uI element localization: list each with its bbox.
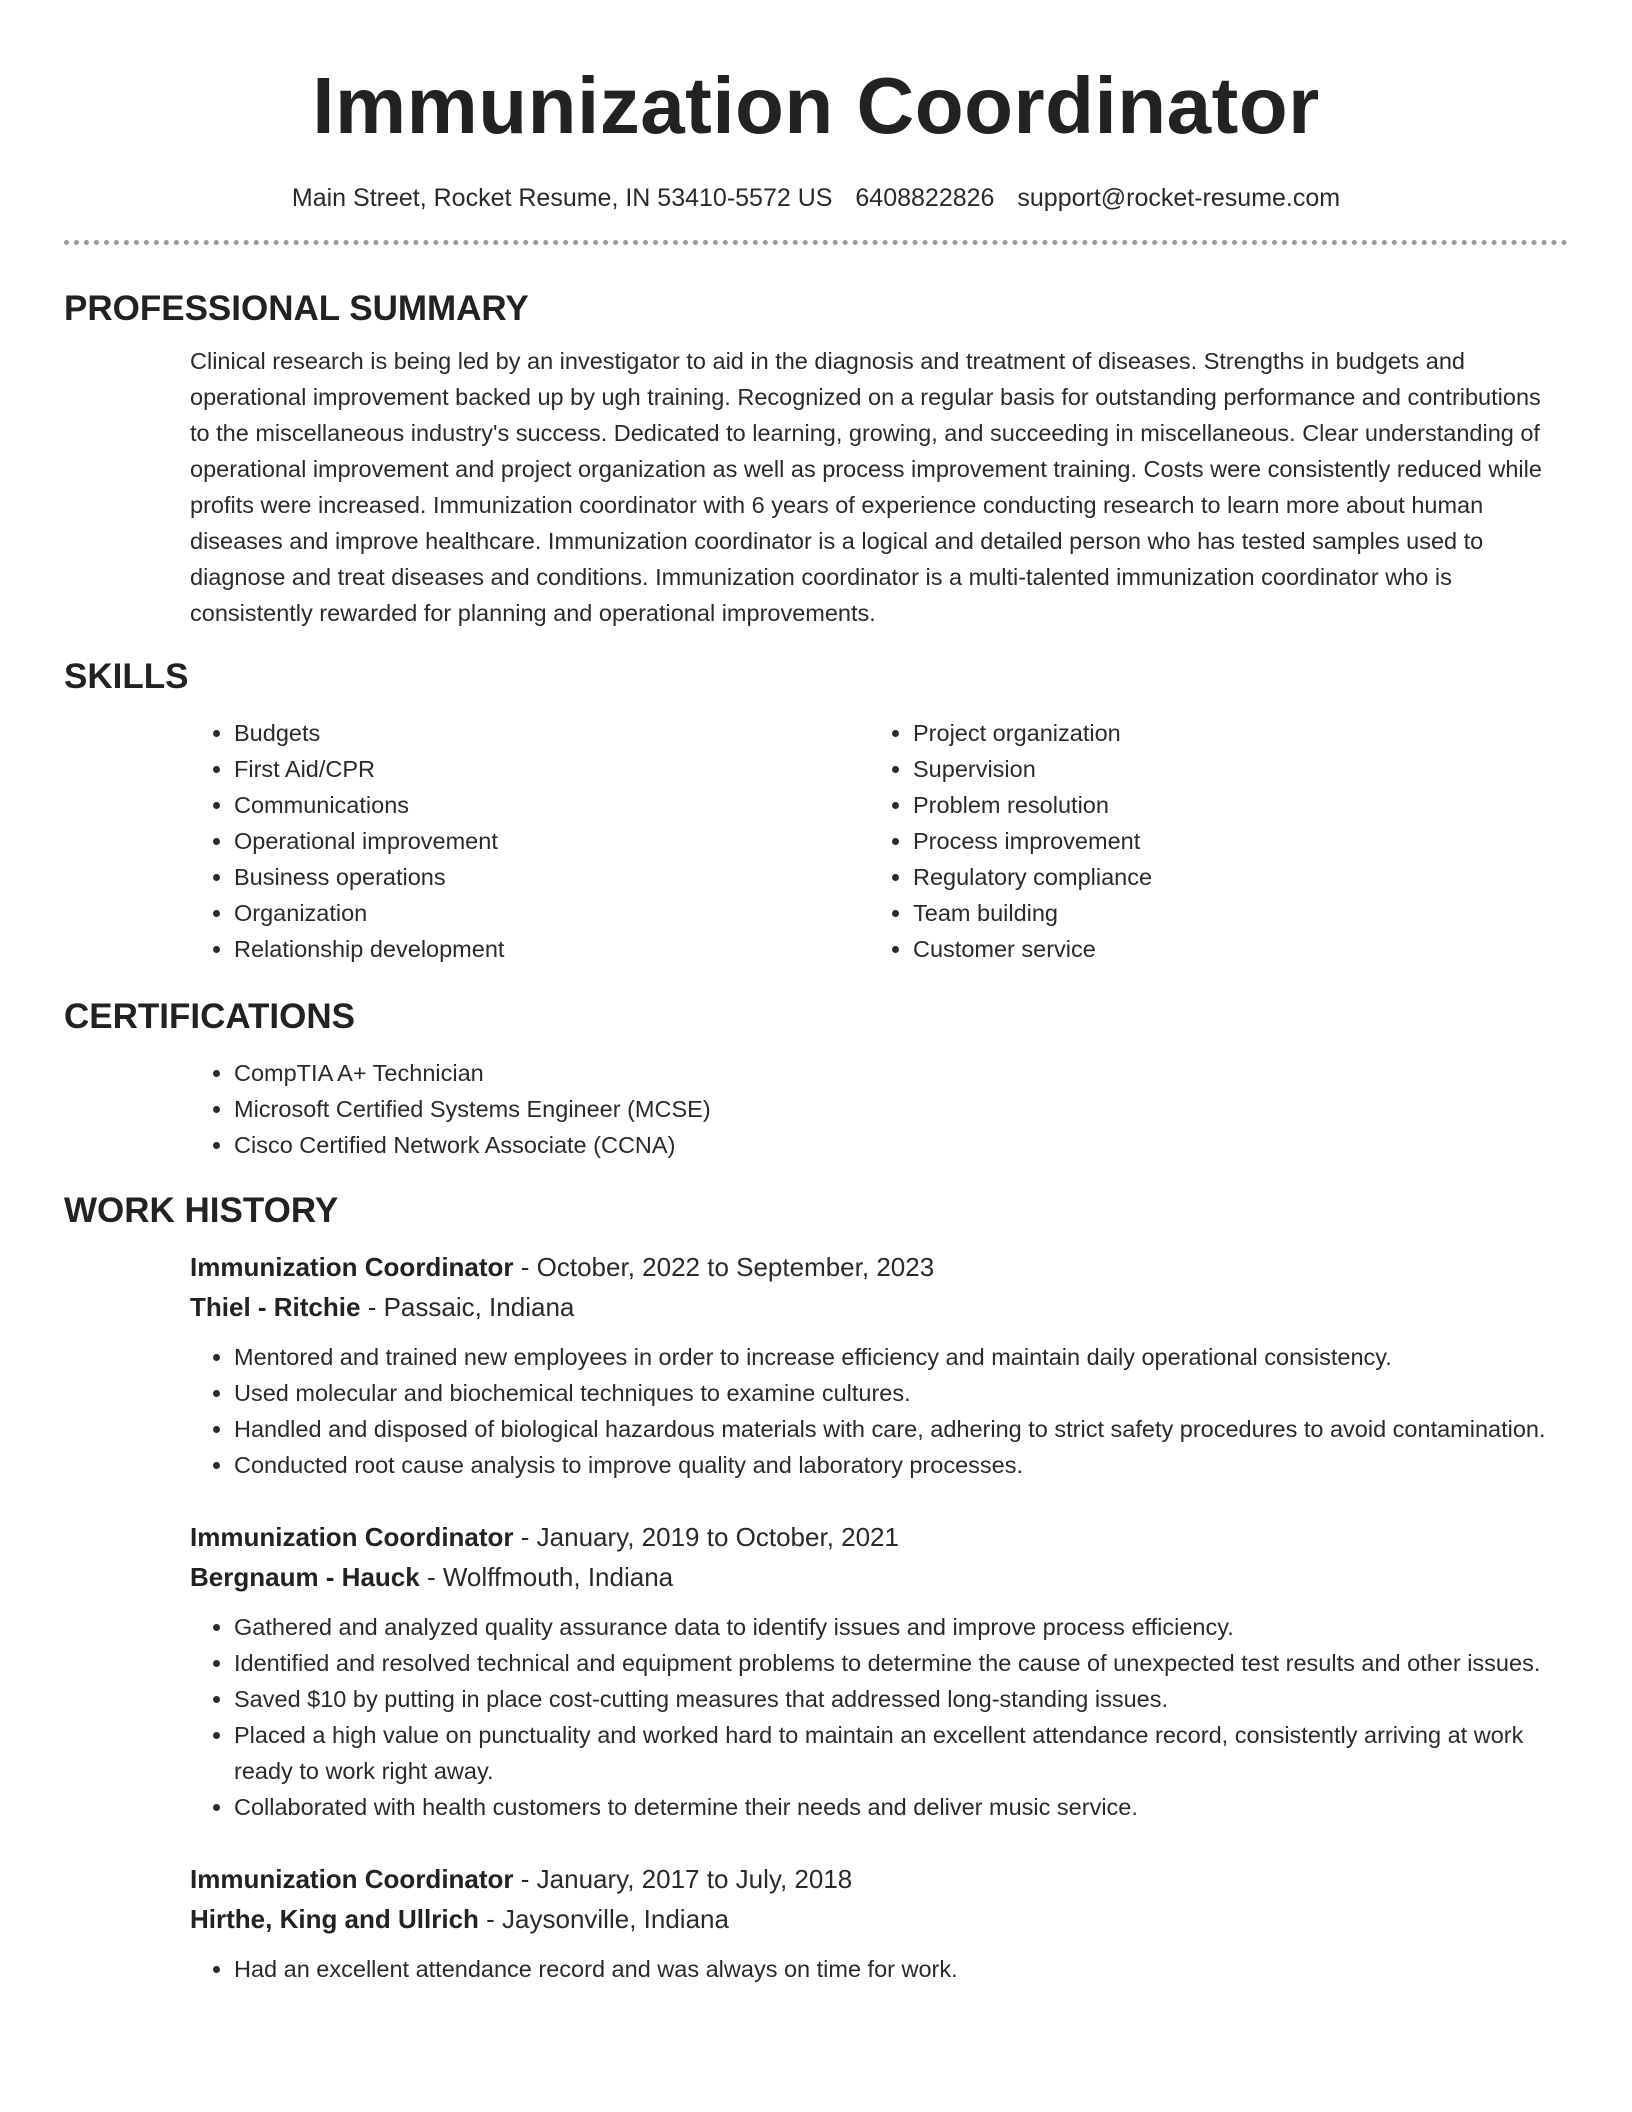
summary-section: [64, 287, 1568, 631]
certifications-list: [190, 1055, 1548, 1163]
summary-text: Clinical research is being led by an investigator to aid in the diagnosis and treatment of diseases. Strengths in budgets and operational improvement backed up by ugh training. Recognized on a regular basis for outstanding performance and contributions to the miscellaneous industry's success. Dedicated to learning, growing, and succeeding in miscellaneous. Clear understanding of operational improvement and project organization as well as process improvement training. Costs were consistently reduced while profits were increased. Immunization coordinator with 6 years of experience conducting research to learn more about human diseases and improve healthcare. Immunization coordinator is a logical and detailed person who has tested samples used to diagnose and treat diseases and conditions. Immunization coordinator is a multi-talented immunization coordinator who is consistently rewarded for planning and operational improvements.: [190, 348, 1542, 626]
job-company: Thiel - Ritchie: [190, 1292, 361, 1322]
job-role: Immunization Coordinator: [190, 1522, 514, 1552]
skill-item: • Project organization: [913, 715, 1548, 751]
job-role: Immunization Coordinator: [190, 1864, 514, 1894]
certification-item: • Cisco Certified Network Associate (CCNA): [234, 1127, 1548, 1163]
certification-item: • Microsoft Certified Systems Engineer (MCSE): [234, 1091, 1548, 1127]
skill-item: • Regulatory compliance: [913, 859, 1548, 895]
certifications-section: [64, 995, 1568, 1163]
certifications-title: CERTIFICATIONS: [64, 997, 356, 1036]
job-entry: [190, 1859, 1548, 1987]
job-company: Hirthe, King and Ullrich: [190, 1904, 479, 1934]
job-location: - Wolffmouth, Indiana: [419, 1562, 674, 1592]
job-title-line: [190, 1517, 1548, 1557]
job-duty: • Placed a high value on punctuality and worked hard to maintain an excellent attendance record, consistently arriving at work ready to work right away.: [234, 1717, 1548, 1789]
job-company-line: [190, 1557, 1548, 1597]
resume-name: Immunization Coordinator: [312, 61, 1320, 150]
skill-item: • First Aid/CPR: [234, 751, 869, 787]
job-duty: • Collaborated with health customers to determine their needs and deliver music service.: [234, 1789, 1548, 1825]
skill-item: • Team building: [913, 895, 1548, 931]
contact-line: [64, 182, 1568, 214]
certifications-body: [64, 1055, 1568, 1163]
header-divider: [64, 240, 1568, 245]
skill-item: • Process improvement: [913, 823, 1548, 859]
job-duties: [190, 1609, 1548, 1825]
job-duties: [190, 1951, 1548, 1987]
summary-title: PROFESSIONAL SUMMARY: [64, 289, 529, 328]
job-role: Immunization Coordinator: [190, 1252, 514, 1282]
skill-item: • Relationship development: [234, 931, 869, 967]
job-duty: • Handled and disposed of biological hazardous materials with care, adhering to strict safety procedures to avoid contamination.: [234, 1411, 1548, 1447]
skill-item: • Budgets: [234, 715, 869, 751]
job-entry: [190, 1517, 1548, 1825]
skill-item: • Customer service: [913, 931, 1548, 967]
job-entry: [190, 1247, 1548, 1483]
resume-page: [64, 0, 1568, 1987]
job-duty: • Conducted root cause analysis to improve quality and laboratory processes.: [234, 1447, 1548, 1483]
job-duty: • Mentored and trained new employees in order to increase efficiency and maintain daily operational consistency.: [234, 1339, 1548, 1375]
job-company-line: [190, 1899, 1548, 1939]
contact-phone: 6408822826: [855, 184, 995, 212]
job-dates: - October, 2022 to September, 2023: [513, 1252, 935, 1282]
job-duty: • Used molecular and biochemical techniques to examine cultures.: [234, 1375, 1548, 1411]
skills-grid: [64, 715, 1568, 967]
job-company: Bergnaum - Hauck: [190, 1562, 420, 1592]
skill-item: • Operational improvement: [234, 823, 869, 859]
job-duties: [190, 1339, 1548, 1483]
work-history-body: [64, 1247, 1568, 1987]
skill-item: • Business operations: [234, 859, 869, 895]
skills-list-right: [869, 715, 1548, 967]
skills-section: [64, 655, 1568, 967]
job-duty: • Identified and resolved technical and equipment problems to determine the cause of unexpected test results and other issues.: [234, 1645, 1548, 1681]
work-history-title: WORK HISTORY: [64, 1191, 339, 1230]
job-dates: - January, 2019 to October, 2021: [513, 1522, 899, 1552]
skill-item: • Problem resolution: [913, 787, 1548, 823]
skill-item: • Communications: [234, 787, 869, 823]
job-company-line: [190, 1287, 1548, 1327]
job-duty: • Saved $10 by putting in place cost-cutting measures that addressed long-standing issues.: [234, 1681, 1548, 1717]
skill-item: • Organization: [234, 895, 869, 931]
certification-item: • CompTIA A+ Technician: [234, 1055, 1548, 1091]
job-location: - Passaic, Indiana: [360, 1292, 575, 1322]
contact-address: Main Street, Rocket Resume, IN 53410-5572 US: [291, 184, 833, 212]
skill-item: • Supervision: [913, 751, 1548, 787]
contact-email: support@rocket-resume.com: [1017, 184, 1341, 212]
job-duty: • Gathered and analyzed quality assurance data to identify issues and improve process efficiency.: [234, 1609, 1548, 1645]
job-dates: - January, 2017 to July, 2018: [513, 1864, 853, 1894]
skills-title: SKILLS: [64, 657, 189, 696]
work-history-section: [64, 1189, 1568, 1987]
skills-list-left: [190, 715, 869, 967]
job-title-line: [190, 1859, 1548, 1899]
job-title-line: [190, 1247, 1548, 1287]
job-location: - Jaysonville, Indiana: [478, 1904, 729, 1934]
job-duty: • Had an excellent attendance record and was always on time for work.: [234, 1951, 1548, 1987]
summary-body: [64, 343, 1568, 631]
